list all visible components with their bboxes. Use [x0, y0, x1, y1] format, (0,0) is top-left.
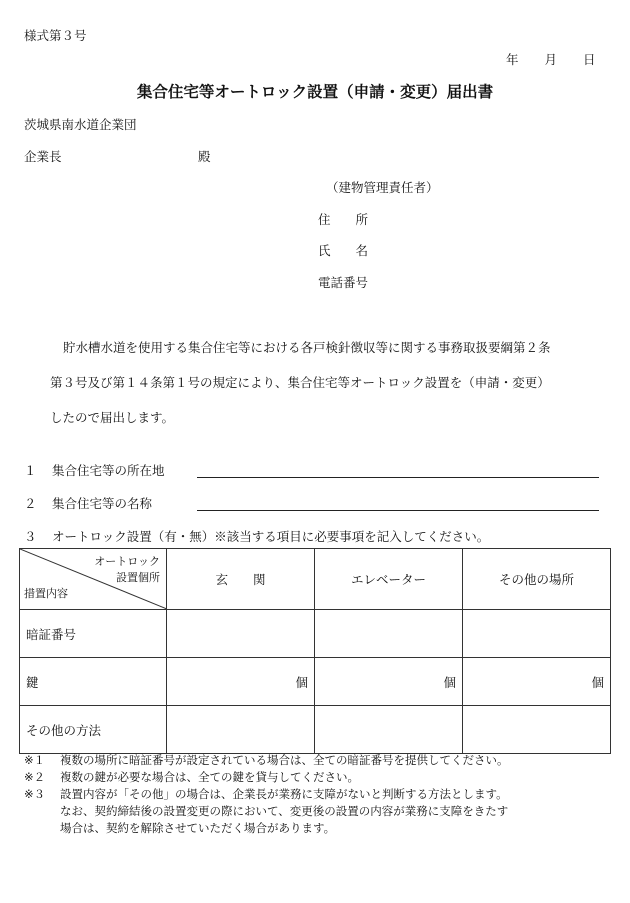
other-elevator-cell[interactable]: [315, 706, 463, 754]
name-input-line[interactable]: [197, 510, 599, 511]
note-text: 複数の場所に暗証番号が設定されている場合は、全ての暗証番号を提供してください。: [60, 753, 509, 767]
declaration-line: したので届出します。: [50, 410, 175, 425]
diagonal-header-cell: [20, 549, 167, 610]
note-text: 複数の鍵が必要な場合は、全ての鍵を貸与してください。: [60, 770, 359, 784]
item-number: １: [24, 463, 37, 478]
row-label-key: 鍵: [20, 658, 167, 706]
key-entrance-cell[interactable]: 個: [167, 658, 315, 706]
date-line: [506, 50, 596, 68]
addressee-position: 企業長: [24, 149, 62, 164]
item-autolock: [24, 527, 489, 545]
note-mark: ※２: [24, 770, 46, 784]
applicant-role-label: （建物管理責任者）: [326, 180, 439, 195]
note-text: 設置内容が「その他」の場合は、企業長が業務に支障がないと判断する方法とします。: [60, 787, 508, 801]
pin-entrance-cell[interactable]: [167, 610, 315, 658]
item-label: 集合住宅等の所在地: [52, 463, 165, 478]
addressee-organization: 茨城県南水道企業団: [24, 117, 137, 132]
document-title: 集合住宅等オートロック設置（申請・変更）届出書: [136, 82, 494, 101]
header-autolock-label: オートロック: [94, 555, 160, 568]
note-continuation: なお、契約締結後の設置変更の際において、変更後の設置の内容が業務に支障をきたす: [60, 804, 509, 818]
form-number: 様式第３号: [24, 28, 87, 43]
table-header-row: [20, 549, 611, 610]
note-item: [24, 769, 509, 786]
declaration-text: [50, 330, 610, 435]
other-other-cell[interactable]: [463, 706, 611, 754]
declaration-line: 第３号及び第１４条第１号の規定により、集合住宅等オートロック設置を（申請・変更）: [50, 375, 550, 390]
pin-elevator-cell[interactable]: [315, 610, 463, 658]
notes-section: [24, 752, 509, 837]
row-label-pin: 暗証番号: [20, 610, 167, 658]
item-number: ３: [24, 529, 37, 544]
note-mark: ※１: [24, 753, 46, 767]
table-row: [20, 610, 611, 658]
row-label-other-method: その他の方法: [20, 706, 167, 754]
column-header-elevator: エレベーター: [315, 549, 463, 610]
declaration-line: 貯水槽水道を使用する集合住宅等における各戸検針徴収等に関する事務取扱要綱第２条: [63, 340, 551, 355]
table-row: [20, 658, 611, 706]
applicant-name-label: 氏 名: [318, 243, 369, 258]
location-input-line[interactable]: [197, 477, 599, 478]
header-measure-label: 措置内容: [24, 587, 68, 600]
note-mark: ※３: [24, 787, 46, 801]
item-location: [24, 461, 165, 479]
header-location-label: 設置個所: [116, 571, 160, 584]
item-label: 集合住宅等の名称: [52, 496, 153, 511]
item-number: ２: [24, 496, 37, 511]
key-other-cell[interactable]: 個: [463, 658, 611, 706]
column-header-entrance: 玄 関: [167, 549, 315, 610]
applicant-phone-label: 電話番号: [318, 275, 369, 290]
date-month-label: 月: [544, 52, 558, 67]
key-elevator-cell[interactable]: 個: [315, 658, 463, 706]
table-row: [20, 706, 611, 754]
date-day-label: 日: [583, 52, 596, 67]
note-item: [24, 786, 509, 803]
autolock-table: [19, 548, 611, 754]
other-entrance-cell[interactable]: [167, 706, 315, 754]
date-year-label: 年: [506, 52, 519, 67]
item-label: オートロック設置（有・無）※該当する項目に必要事項を記入してください。: [52, 529, 490, 544]
pin-other-cell[interactable]: [463, 610, 611, 658]
column-header-other-place: その他の場所: [463, 549, 611, 610]
note-continuation: 場合は、契約を解除させていただく場合があります。: [60, 821, 336, 835]
applicant-address-label: 住 所: [318, 212, 369, 227]
addressee-honorific: 殿: [198, 149, 211, 164]
note-item: [24, 752, 509, 769]
item-name: [24, 494, 152, 512]
